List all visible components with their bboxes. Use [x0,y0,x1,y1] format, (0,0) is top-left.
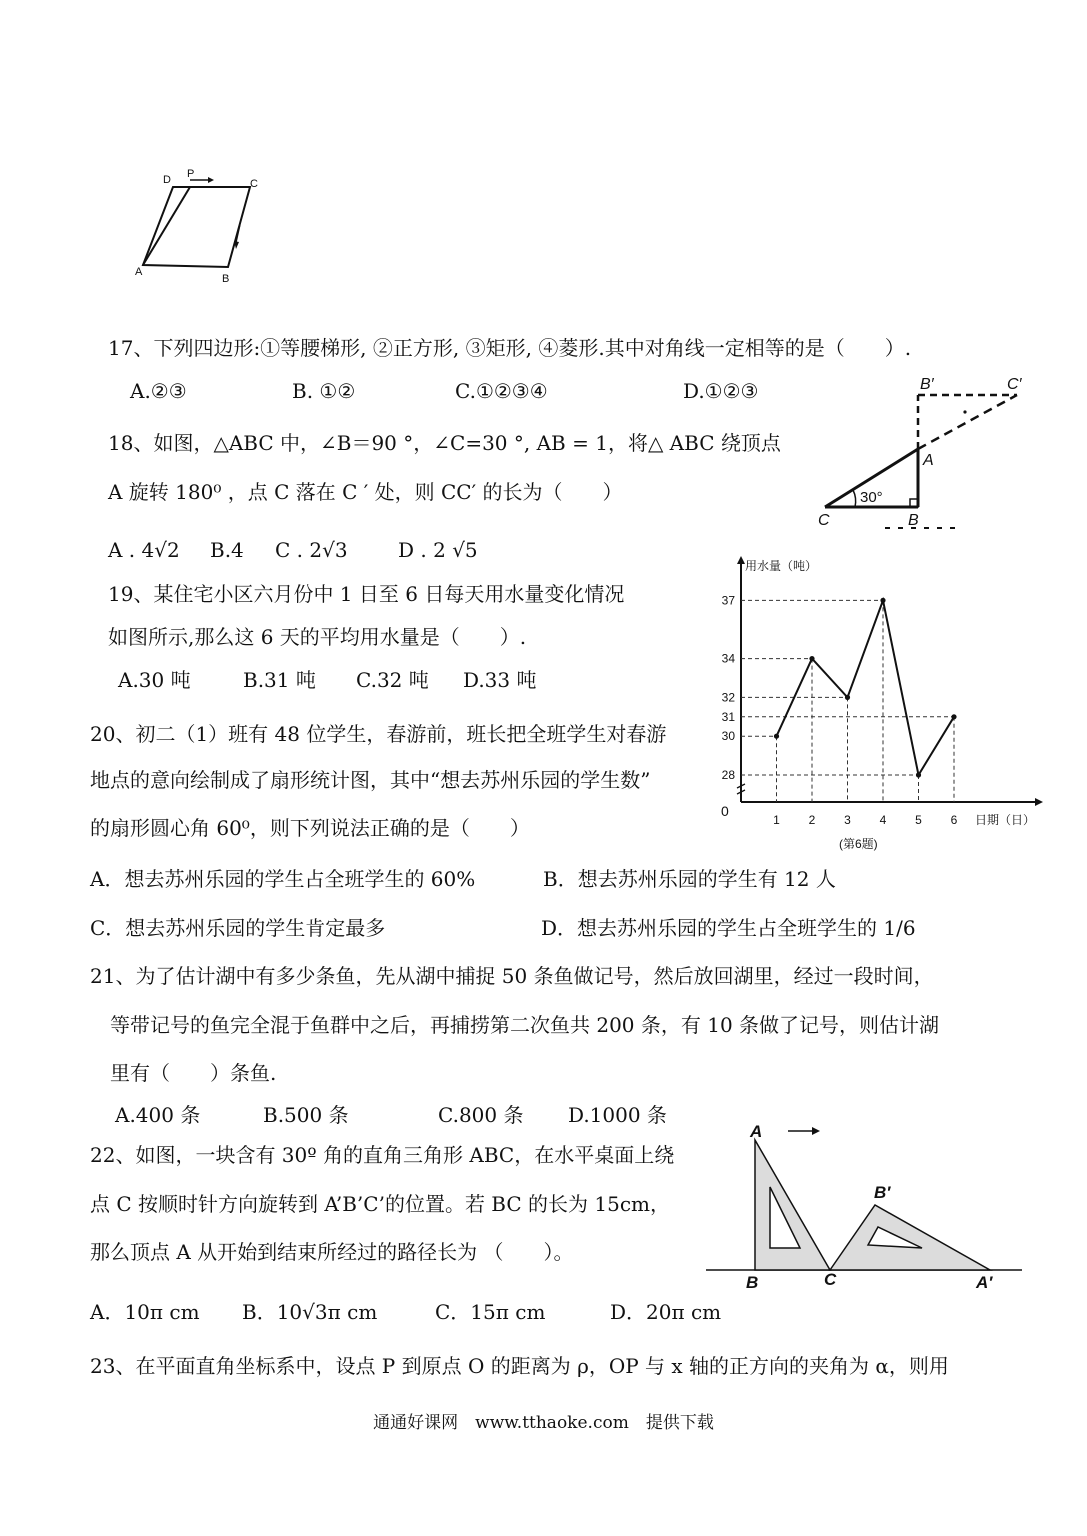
series-line [777,600,955,775]
label-b: B [746,1273,759,1292]
chart-caption: (第6题) [839,837,878,851]
side-ac1 [918,395,1017,449]
q18-option-d: D . 2 √5 [398,538,478,562]
label-angle-30: 30° [860,489,883,506]
q19-option-d: D.33 吨 [463,668,537,692]
q21-option-c: C.800 条 [438,1103,524,1127]
y-tick-31: 31 [721,709,735,724]
label-b: B [222,273,230,285]
page-footer: 通通好课网 www.tthaoke.com 提供下载 [373,1413,714,1433]
q18-option-b: B.4 [210,538,244,562]
y-tick-30: 30 [721,729,735,744]
y-tick-34: 34 [721,651,735,666]
q17-option-a: A.②③ [130,379,187,403]
q22-line3: 那么顶点 A 从开始到结束所经过的路径长为 （ ）。 [90,1240,574,1264]
label-c: C [818,512,830,529]
data-point-1 [774,734,779,739]
x-tick-6: 6 [950,813,958,827]
label-a: A [923,452,934,469]
origin-label: 0 [721,803,729,819]
q19-option-c: C.32 吨 [356,668,429,692]
q17-option-c: C.①②③④ [455,379,548,403]
label-b-prime: B′ [874,1183,891,1202]
y-tick-28: 28 [721,768,735,782]
q22-option-c: C．15π cm [435,1300,546,1324]
label-c-prime: C′ [1007,376,1022,393]
triangle-a1b1c [830,1205,990,1270]
q17-option-d: D.①②③ [683,379,759,403]
segment-ap [143,187,190,265]
q18-line2: A 旋转 180⁰ ，点 C 落在 C ′ 处，则 CC′ 的长为（ ） [108,480,623,504]
q17-option-b: B. ①② [292,379,356,403]
parallelogram-figure [130,165,270,290]
y-tick-37: 37 [721,593,735,608]
q22-line2: 点 C 按顺时针方向旋转到 A’B’C’的位置。若 BC 的长为 15cm， [90,1192,671,1216]
y-tick-32: 32 [721,690,735,705]
q21-option-b: B.500 条 [263,1103,349,1127]
q18-option-c: C . 2√3 [275,538,348,562]
water-usage-chart [705,550,1045,860]
q17-stem: 17、下列四边形:①等腰梯形, ②正方形, ③矩形, ④菱形.其中对角线一定相等的是（ ）. [108,336,912,360]
x-tick-2: 2 [808,813,816,827]
label-c: C [824,1270,837,1289]
q20-line2: 地点的意向绘制成了扇形统计图，其中“想去苏州乐园的学生数” [90,768,651,792]
data-point-6 [951,714,956,719]
y-axis-title: 用水量（吨） [745,559,818,573]
q20-option-d: D．想去苏州乐园的学生占全班学生的 1/6 [541,916,916,940]
data-point-3 [845,695,850,700]
q19-line1: 19、某住宅小区六月份中 1 日至 6 日每天用水量变化情况 [108,582,625,606]
q21-line3: 里有（ ）条鱼. [110,1061,277,1085]
q19-line2: 如图所示,那么这 6 天的平均用水量是（ ）. [108,625,527,649]
x-axis-title: 日期（日） [975,813,1036,827]
q21-option-d: D.1000 条 [568,1103,667,1127]
label-c: C [250,178,258,190]
label-a: A [750,1122,763,1141]
x-tick-5: 5 [915,813,922,827]
q19-option-a: A.30 吨 [118,668,191,692]
q21-line1: 21、为了估计湖中有多少条鱼，先从湖中捕捉 50 条鱼做记号，然后放回湖里，经过一段时间， [90,964,934,988]
q18-option-a: A . 4√2 [108,538,180,562]
data-point-2 [809,656,814,661]
x-tick-1: 1 [773,813,780,827]
q21-option-a: A.400 条 [115,1103,201,1127]
rotation-figure [815,370,1040,535]
x-tick-3: 3 [844,813,851,827]
data-point-5 [916,772,921,777]
q20-option-b: B．想去苏州乐园的学生有 12 人 [543,867,836,891]
q21-line2: 等带记号的鱼完全混于鱼群中之后，再捕捞第二次鱼共 200 条，有 10 条做了记号，则估计湖 [110,1013,940,1037]
q23-line1: 23、在平面直角坐标系中，设点 P 到原点 O 的距离为 ρ，OP 与 x 轴的正方向的夹角为 α，则用 [90,1354,949,1378]
q22-option-d: D．20π cm [610,1300,722,1324]
label-p: P [187,168,195,180]
q20-line1: 20、初二（1）班有 48 位学生，春游前，班长把全班学生对春游 [90,722,667,746]
label-b: B [908,512,919,529]
q20-line3: 的扇形圆心角 60⁰，则下列说法正确的是（ ） [90,816,530,840]
q18-line1: 18、如图，△ABC 中，∠B＝90 °，∠C=30 °, AB = 1，将△ ABC 绕顶点 [108,431,781,455]
q20-option-c: C．想去苏州乐园的学生肯定最多 [90,916,386,940]
q22-option-a: A．10π cm [90,1300,200,1324]
label-d: D [163,174,171,186]
parallelogram-shape [143,187,250,267]
x-tick-4: 4 [879,813,887,827]
triangle-rotation-figure [700,1115,1030,1295]
q22-line1: 22、如图，一块含有 30º 角的直角三角形 ABC，在水平桌面上绕 [90,1143,675,1167]
data-point-4 [880,598,885,603]
q19-option-b: B.31 吨 [243,668,316,692]
label-a-prime: A′ [976,1273,993,1292]
q20-option-a: A．想去苏州乐园的学生占全班学生的 60% [90,867,476,891]
label-b-prime: B′ [920,376,934,393]
triangle-abc [755,1140,830,1270]
label-a: A [135,266,143,278]
q22-option-b: B．10√3π cm [242,1300,378,1324]
